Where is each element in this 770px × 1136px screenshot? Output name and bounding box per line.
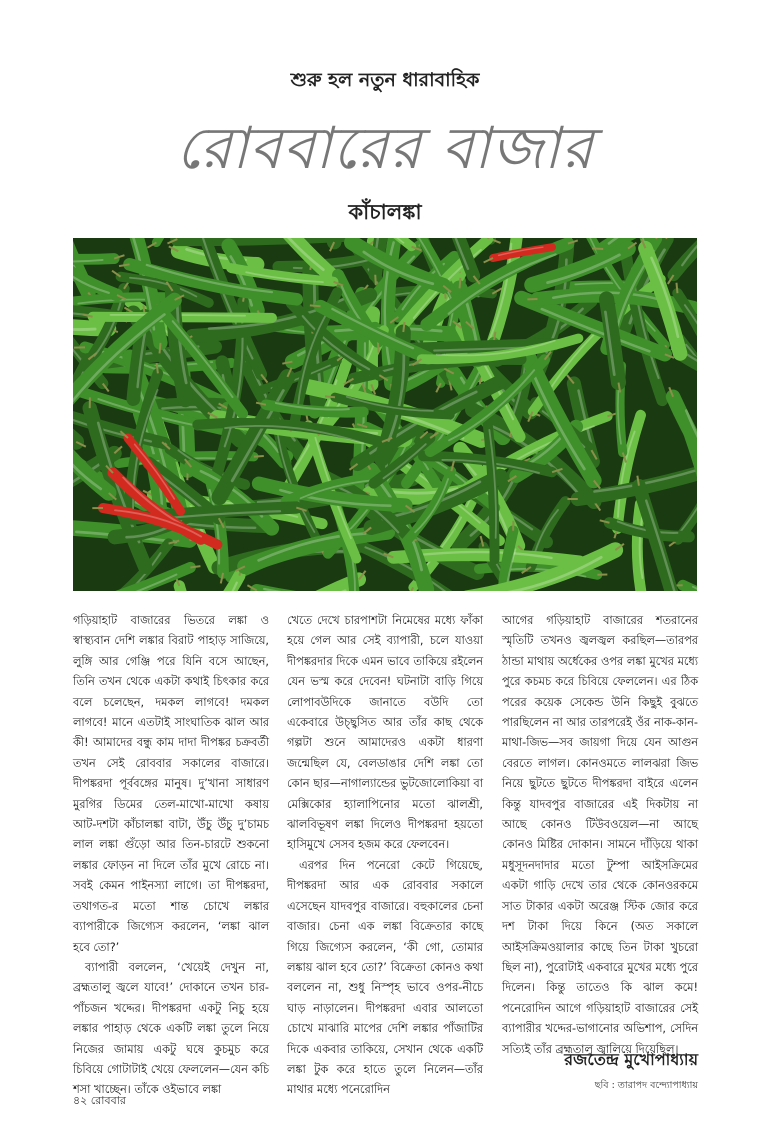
paragraph: গড়িয়াহাট বাজারের ভিতরে লঙ্কা ও স্বাস্থ্যবান দেশি লঙ্কার বিরাট পাহাড় সাজিয়ে, লুঙ্গি আর গেঞ্জি পরে যিনি বসে আছেন, তিনি তখন থেকে একটা কথাই চিৎকার করে বলে চলেছেন, দমকল লাগবে! দমকল লাগবে! মানে এতটাই সাংঘাতিক ঝাল আর কী! আমাদের বন্ধু কাম দাদা দীপঙ্কর চক্রবর্তী তখন সেই রোববার সকালের বাজারে। দীপঙ্করদা পূর্ববঙ্গের মানুষ। দু’খানা সাধারণ মুরগির ডিমের তেল-মাখো-মাখো কষায় আট-দশটা কাঁচালঙ্কা বাটা, উঁচু উঁচু দু’চামচ লাল লঙ্কা গুঁড়ো আর তিন-চারটে শুকনো লঙ্কার ফোড়ন না দিলে তাঁর মুখে রোচে না। সবই কেমন পাইনস্যা লাগে। তা দীপঙ্করদা, তথাগত-র মতো শান্ত চোখে লঙ্কার ব্যাপারীকে জিগ্যেস করলেন, ‘লঙ্কা ঝাল হবে তো?’ bbox=[73, 614, 269, 954]
page-folio: ৪২ রোববার bbox=[73, 1094, 126, 1107]
paragraph: আগের গড়িয়াহাট বাজারের শতরানের স্মৃতিটি তখনও জ্বলজ্বল করছিল—তারপর ঠান্ডা মাথায় অর্ধেকের ওপর লঙ্কা মুখের মধ্যে পুরে কচমচ করে চিবিয়ে ফেললেন। এর ঠিক পরের কয়েক সেকেন্ড উনি কিছুই বুঝতে পারছিলেন না আর তারপরেই ওঁর নাক-কান-মাথা-জিভ—সব জায়গা দিয়ে যেন আগুন বেরতে লাগল। কোনওমতে লালঝরা জিভ নিয়ে ছুটতে ছুটতে দীপঙ্করদা বাইরে এলেন কিন্তু যাদবপুর বাজারের এই দিকটায় না আছে কোনও টিউবওয়েল—না আছে কোনও মিষ্টির দোকান। সামনে দাঁড়িয়ে থাকা মধুসূদনদাদার মতো টুম্পা আইসক্রিমের একটা গাড়ি দেখে তার থেকে কোনওরকমে সাত টাকার একটা অরেঞ্জ স্টিক জোর করে দশ টাকা দিয়ে কিনে (অত সকালে আইসক্রিমওয়ালার কাছে তিন টাকা খুচরো ছিল না), পুরোটাই একবারে মুখের মধ্যে পুরে দিলেন। কিন্তু তাতেও কি ঝাল কমে! পনেরোদিন আগে গড়িয়াহাট বাজারের সেই ব্যাপারীর খদ্দের-ভাগানোর অভিশাপ, সেদিন সত্যিই তাঁর ব্রহ্মতালু জ্বালিয়ে দিয়েছিল। bbox=[502, 614, 698, 1056]
photo-credit: ছবি : তারাপদ বন্দ্যোপাধ্যায় bbox=[594, 1080, 698, 1091]
chillies-illustration bbox=[73, 238, 697, 591]
article-heading: কাঁচালঙ্কা bbox=[348, 200, 422, 224]
paragraph: খেতে দেখে চারপাশটা নিমেষের মধ্যে ফাঁকা হয়ে গেল আর সেই ব্যাপারী, চলে যাওয়া দীপঙ্করদার দিকে এমন ভাবে তাকিয়ে রইলেন যেন ভস্ম করে দেবেন! ঘটনাটা বাড়ি গিয়ে লোপাবউদিকে জানাতে বউদি তো একেবারে উচ্ছ্বসিত আর তাঁর কাছ থেকে গল্পটা শুনে আমাদেরও একটা ধারণা জন্মেছিল যে, বেলডাঙার দেশি লঙ্কা তো কোন ছার—নাগাল্যান্ডের ভুটজোলোকিয়া বা মেক্সিকোর হ্যালাপিনোর মতো ঝালশ্রী, ঝালবিভূষণ লঙ্কা দিলেও দীপঙ্করদা হয়তো হাসিমুখে সেসব হজম করে ফেলবেন। bbox=[287, 614, 483, 852]
article-column-2 bbox=[287, 611, 483, 1101]
series-kicker: শুরু হল নতুন ধারাবাহিক bbox=[290, 69, 480, 91]
chilli-pod bbox=[247, 585, 329, 591]
chilli-pod bbox=[167, 238, 348, 244]
article-column-1 bbox=[73, 611, 269, 1101]
paragraph: ব্যাপারী বললেন, ‘খেয়েই দেখুন না, ব্রহ্মতালু জ্বলে যাবে!’ দোকানে তখন চার-পাঁচজন খদ্দের। দীপঙ্করদা একটু নিচু হয়ে লঙ্কার পাহাড় থেকে একটি লঙ্কা তুলে নিয়ে নিজের জামায় একটু ঘষে কুচমুচ করে চিবিয়ে গোটাটাই খেয়ে ফেললেন—যেন কচি শসা খাচ্ছেন। তাঁকে ওইভাবে লঙ্কা bbox=[73, 960, 269, 1097]
column-title: রোববারের বাজার bbox=[176, 114, 594, 182]
article-column-3 bbox=[502, 611, 698, 1060]
paragraph: এরপর দিন পনেরো কেটে গিয়েছে, দীপঙ্করদা আর এক রোববার সকালে এসেছেন যাদবপুর বাজারে। বহুকালের চেনা বাজার। চেনা এক লঙ্কা বিক্রেতার কাছে গিয়ে জিগ্যেস করলেন, ‘কী গো, তোমার লঙ্কায় ঝাল হবে তো?’ বিক্রেতা কোনও কথা বললেন না, শুধু নিস্পৃহ ভাবে ওপর-নীচে ঘাড় নাড়ালেন। দীপঙ্করদা এবার আলতো চোখে মাঝারি মাপের দেশি লঙ্কার পাঁজাটির দিকে একবার তাকিয়ে, সেখান থেকে একটি লঙ্কা টুক করে হাতে তুলে নিলেন—তাঁর মাথার মধ্যে পনেরোদিন bbox=[287, 858, 483, 1097]
green-chillies-photo bbox=[73, 238, 697, 591]
chilli-pod bbox=[73, 247, 124, 266]
author-byline: রজতেন্দ্র মুখোপাধ্যায় bbox=[564, 1050, 698, 1069]
